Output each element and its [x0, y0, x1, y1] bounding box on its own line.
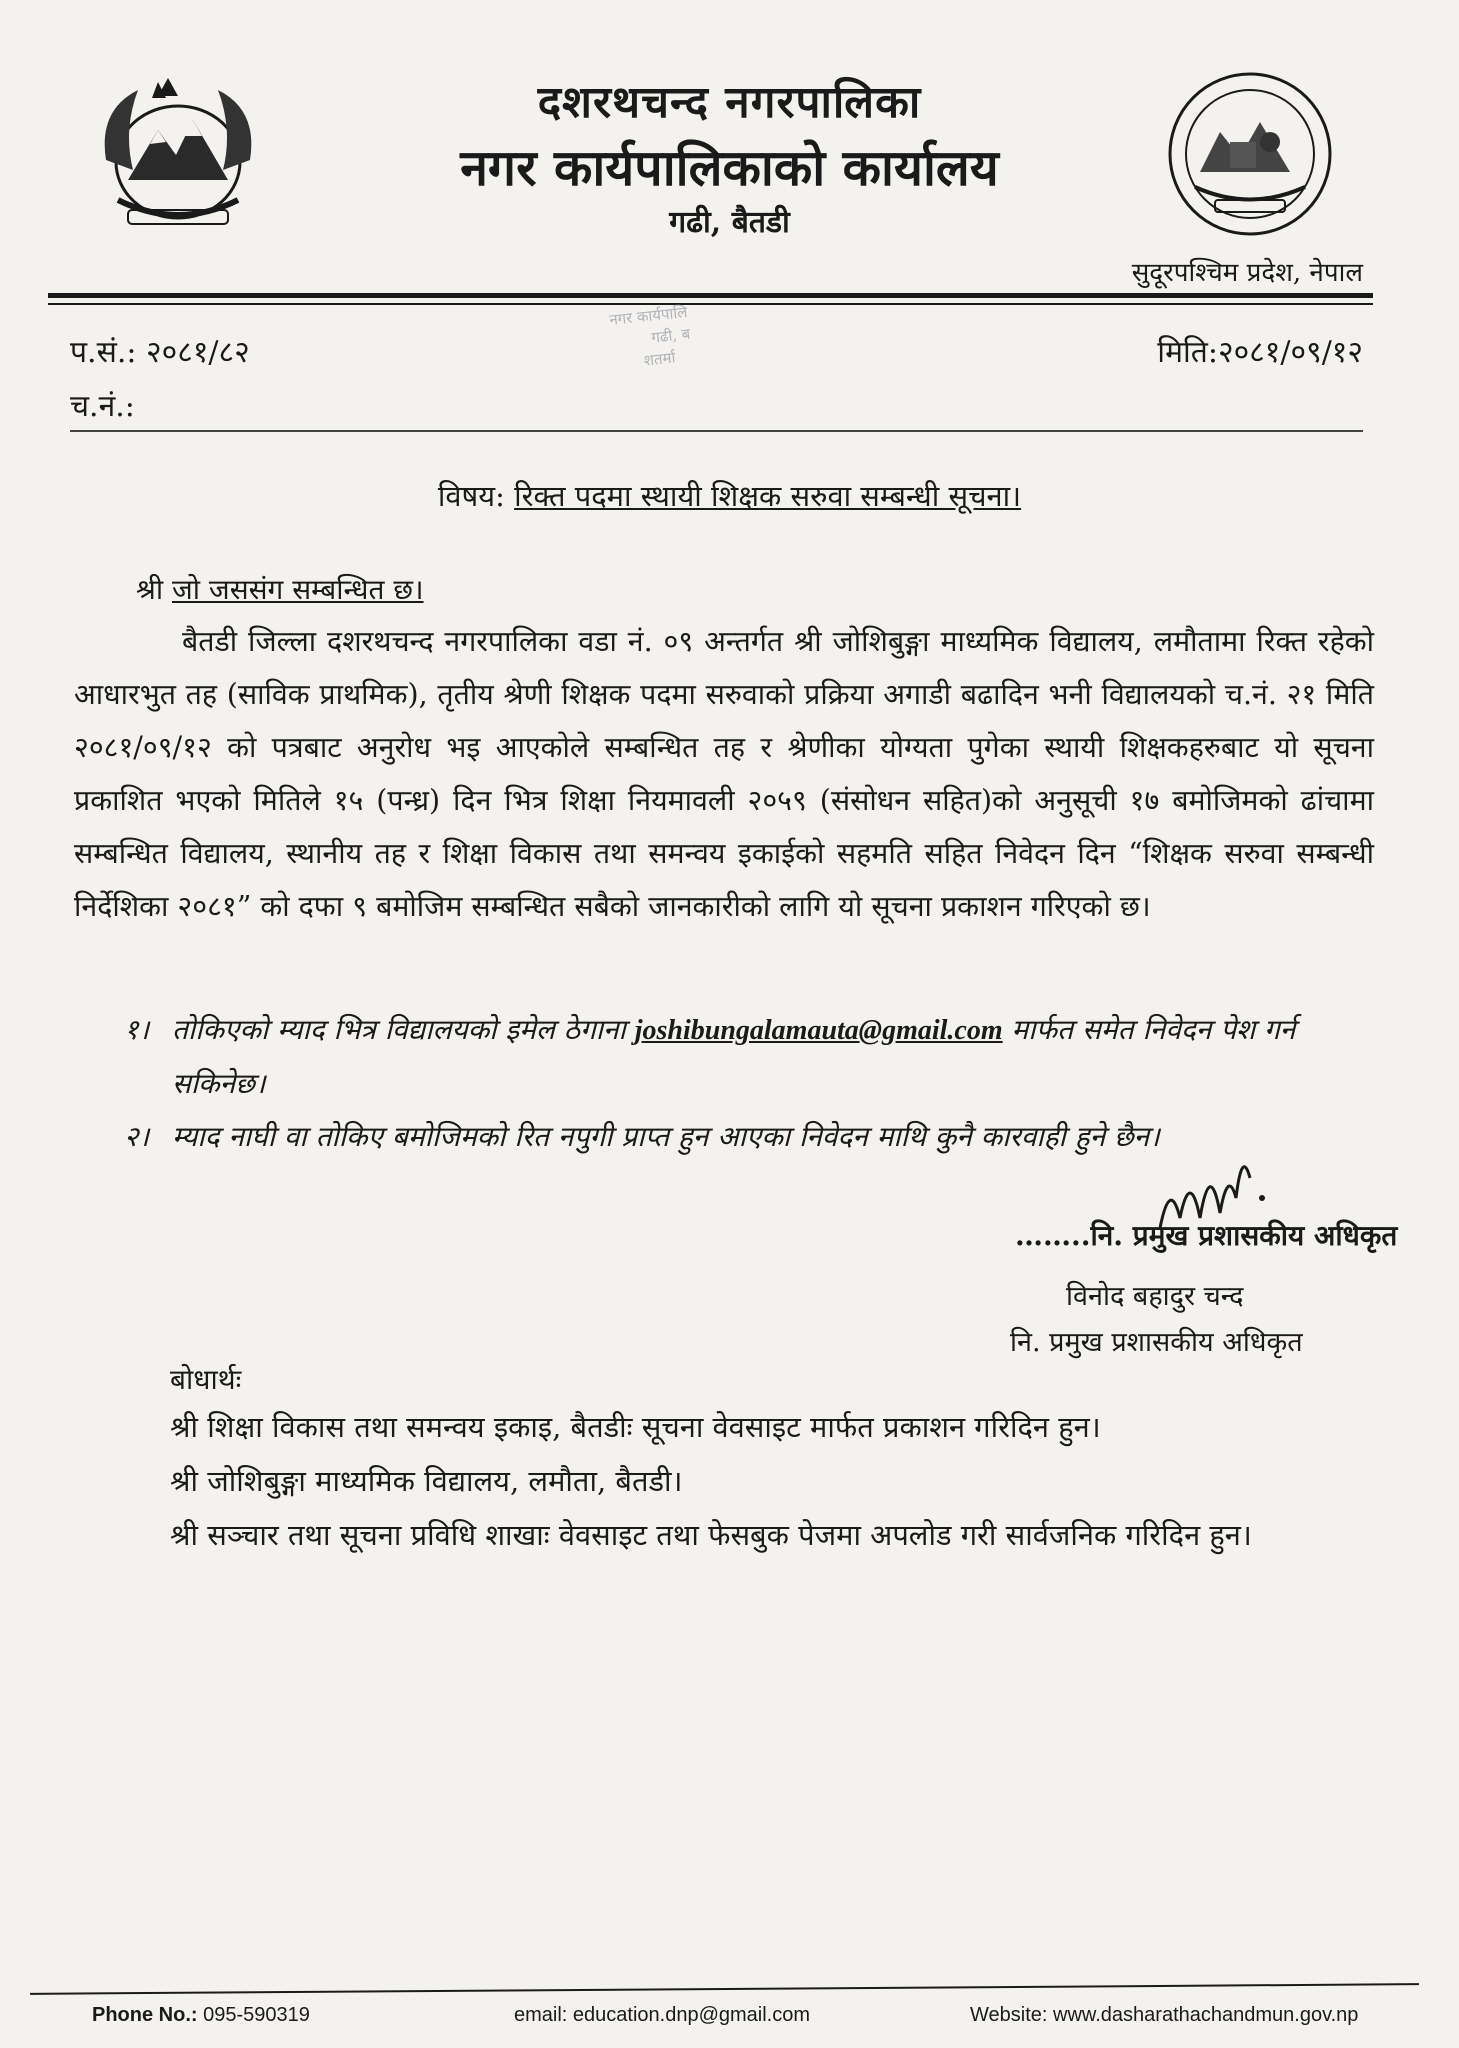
- salutation: [136, 570, 424, 608]
- footer-phone: Phone No.: 095-590319: [92, 2004, 310, 2026]
- footer-email-link[interactable]: education.dnp@gmail.com: [567, 2004, 811, 2026]
- office-stamp: नगर कार्यपालि गढी, ब शतर्मा: [608, 302, 692, 370]
- signatory-name: विनोद बहादुर चन्द: [1066, 1281, 1244, 1312]
- footer-website: Website: www.dasharathachandmun.gov.np: [970, 2004, 1359, 2026]
- province-label: सुदूरपश्चिम प्रदेश, नेपाल: [1131, 258, 1363, 288]
- note-number: १।: [124, 1013, 150, 1046]
- subject-text: रिक्त पदमा स्थायी शिक्षक सरुवा सम्बन्धी सूचना।: [514, 479, 1022, 513]
- cc-item: श्री सञ्चार तथा सूचना प्रविधि शाखाः वेवसाइट तथा फेसबुक पेजमा अपलोड गरी सार्वजनिक गरिदिन हुन।: [170, 1518, 1252, 1552]
- subject-line: [0, 476, 1459, 515]
- cc-item: श्री शिक्षा विकास तथा समन्वय इकाइ, बैतडीः सूचना वेवसाइट मार्फत प्रकाशन गरिदिन हुन।: [170, 1410, 1101, 1444]
- header-divider: [48, 293, 1373, 298]
- cc-item: श्री जोशिबुङ्गा माध्यमिक विद्यालय, लमौता, बैतडी।: [170, 1464, 683, 1498]
- organization-name: दशरथचन्द नगरपालिका: [537, 77, 922, 128]
- dispatch-number: च.नं.:: [70, 389, 135, 424]
- cc-title: बोधार्थः: [170, 1363, 242, 1396]
- note-number: २।: [124, 1120, 150, 1153]
- letter-date: मिति:२०८१/०९/१२: [1157, 335, 1363, 370]
- footer-website-link[interactable]: www.dasharathachandmun.gov.np: [1047, 2004, 1359, 2026]
- reference-number: प.सं.: २०८१/८२: [70, 335, 250, 370]
- office-location: गढी, बैतडी: [669, 205, 790, 240]
- salutation-prefix: श्री: [136, 573, 172, 606]
- note-item: १। तोकिएको म्याद भित्र विद्यालयको इमेल ठेगाना joshibungalamauta@gmail.com मार्फत समेत निवेदन पेश गर्न सकिनेछ।: [124, 1003, 1376, 1110]
- salutation-text: जो जससंग सम्बन्धित छ।: [171, 573, 424, 606]
- municipality-logo-icon: [1160, 62, 1340, 242]
- office-name: नगर कार्यपालिकाको कार्यालय: [460, 138, 999, 197]
- footer-email: email: education.dnp@gmail.com: [514, 2004, 811, 2026]
- cc-list: [170, 1400, 1390, 1562]
- signatory-designation: नि. प्रमुख प्रशासकीय अधिकृत: [1010, 1327, 1303, 1358]
- body-paragraph: [74, 615, 1374, 933]
- meta-divider: [70, 430, 1363, 432]
- subject-label: विषय:: [437, 479, 515, 513]
- note-item: २। म्याद नाघी वा तोकिए बमोजिमको रित नपुगी प्राप्त हुन आएका निवेदन माथि कुनै कारवाही हुने छैन।: [124, 1110, 1376, 1163]
- body-text: बैतडी जिल्ला दशरथचन्द नगरपालिका वडा नं. ०९ अन्तर्गत श्री जोशिबुङ्गा माध्यमिक विद्यालय, लमौतामा रिक्त रहेको आधारभुत तह (साविक प्राथमिक), तृतीय श्रेणी शिक्षक पदमा सरुवाको प्रक्रिया अगाडी बढादिन भनी विद्यालयको च.नं. २१ मिति २०८१/०९/१२ को पत्रबाट अनुरोध भइ आएकोले सम्बन्धित तह र श्रेणीका योग्यता पुगेका स्थायी शिक्षकहरुबाट यो सूचना प्रकाशित भएको मितिले १५ (पन्ध्र) दिन भित्र शिक्षा नियमावली २०५९ (संसोधन सहित)को अनुसूची १७ बमोजिमको ढांचामा सम्बन्धित विद्यालय, स्थानीय तह र शिक्षा विकास तथा समन्वय इकाईको सहमति सहित निवेदन दिन “शिक्षक सरुवा सम्बन्धी निर्देशिका २०८१” को दफा ९ बमोजिम सम्बन्धित सबैको जानकारीको लागि यो सूचना प्रकाशन गरिएको छ।: [74, 625, 1374, 923]
- school-email-link[interactable]: joshibungalamauta@gmail.com: [634, 1015, 1003, 1046]
- signature-title: ……..नि. प्रमुख प्रशासकीय अधिकृत: [1015, 1219, 1398, 1252]
- footer-divider: [30, 1983, 1419, 1995]
